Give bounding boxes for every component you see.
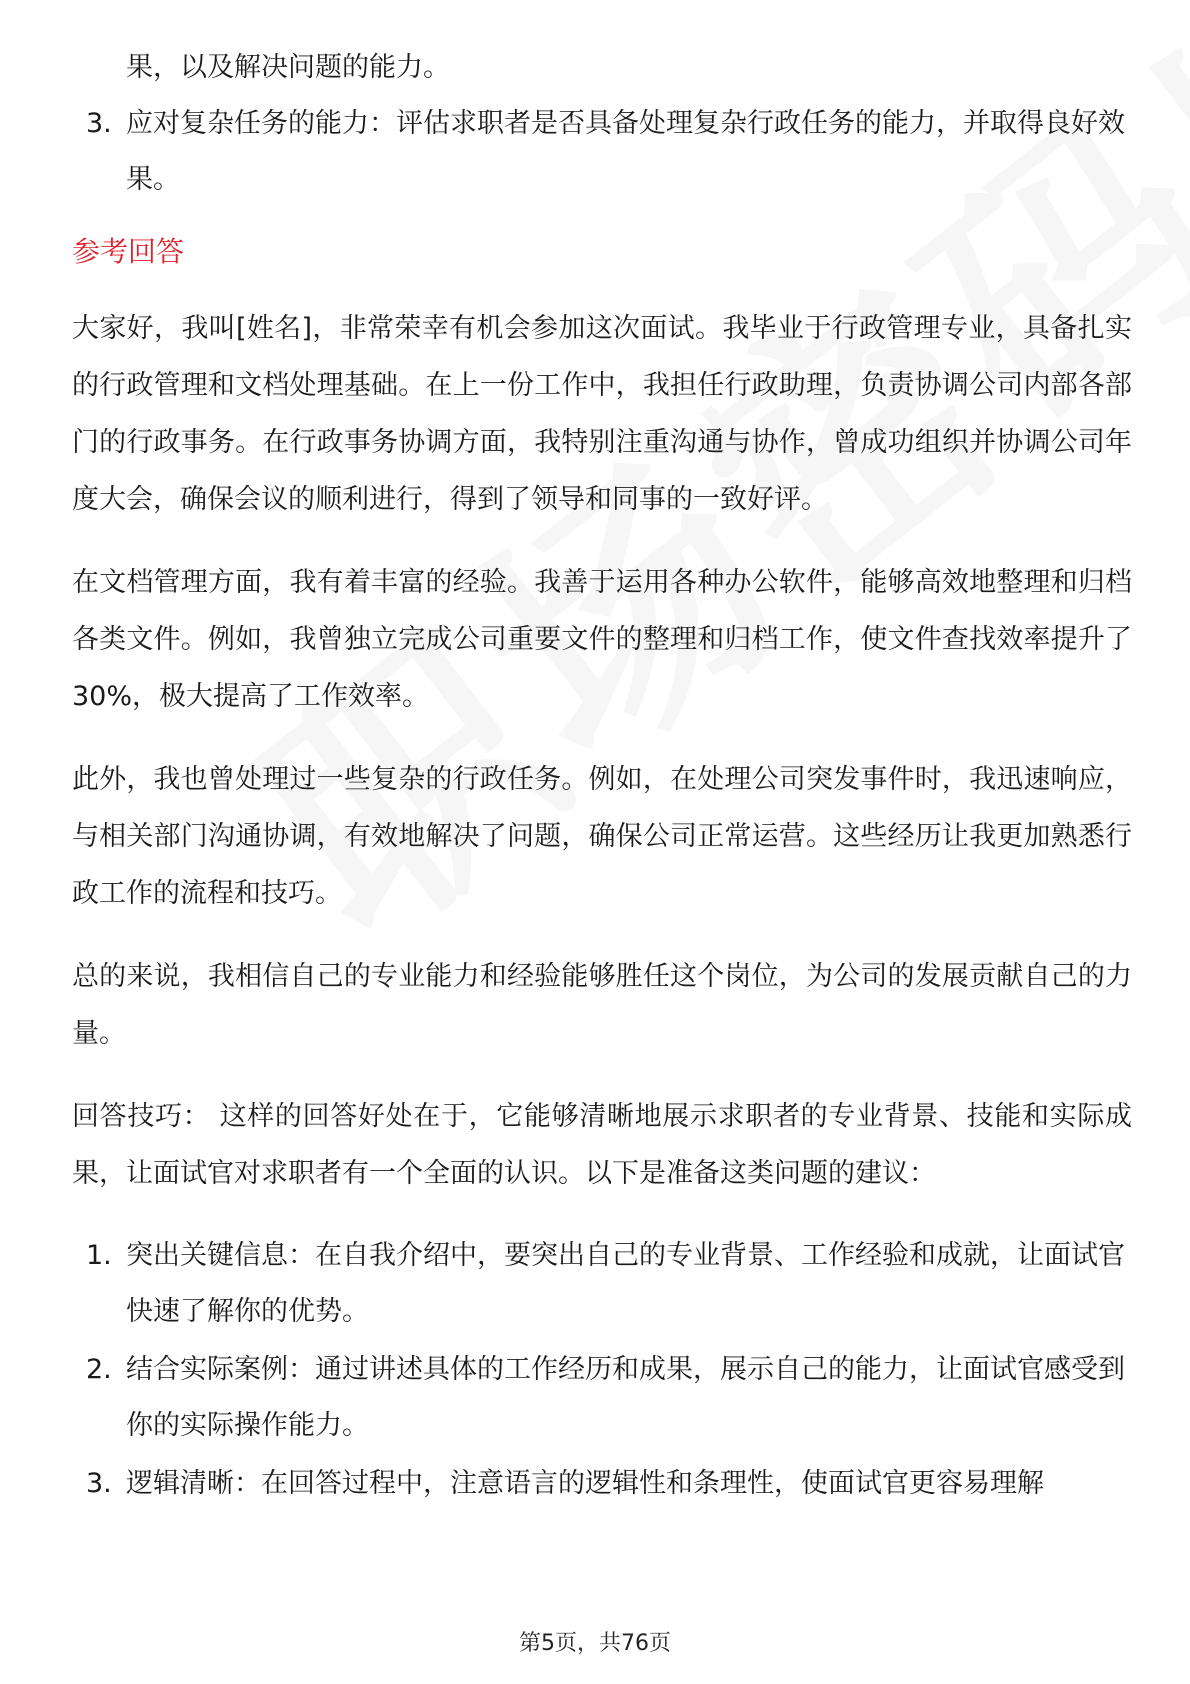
list-text: 逻辑清晰：在回答过程中，注意语言的逻辑性和条理性，使面试官更容易理解 <box>126 1468 1044 1499</box>
list-text: 应对复杂任务的能力：评估求职者是否具备处理复杂行政任务的能力，并取得良好效果。 <box>126 108 1125 195</box>
paragraph: 大家好，我叫[姓名]，非常荣幸有机会参加这次面试。我毕业于行政管理专业，具备扎实的行政管理和文档处理基础。在上一份工作中，我担任行政助理，负责协调公司内部各部门的行政事务。在行政事务协调方面，我特别注重沟通与协作，曾成功组织并协调公司年度大会，确保会议的顺利进行，得到了领导和同事的一致好评。 <box>72 313 1132 515</box>
paragraph: 总的来说，我相信自己的专业能力和经验能够胜任这个岗位，为公司的发展贡献自己的力量。 <box>72 961 1132 1049</box>
list-item <box>72 1228 1132 1340</box>
paragraph: 在文档管理方面，我有着丰富的经验。我善于运用各种办公软件，能够高效地整理和归档各类文件。例如，我曾独立完成公司重要文件的整理和归档工作，使文件查找效率提升了30%，极大提高了工作效率。 <box>72 567 1132 712</box>
list-number: 3. <box>86 108 112 139</box>
list-item <box>72 1342 1132 1454</box>
paragraph: 回答技巧： 这样的回答好处在于，它能够清晰地展示求职者的专业背景、技能和实际成果，让面试官对求职者有一个全面的认识。以下是准备这类问题的建议： <box>72 1101 1132 1189</box>
section-title: 参考回答 <box>72 235 185 268</box>
list-item <box>72 96 1132 208</box>
evaluation-list <box>72 96 1132 208</box>
page-footer: 第5页，共76页 <box>519 1631 671 1656</box>
list-number: 1. <box>86 1240 112 1271</box>
paragraph: 此外，我也曾处理过一些复杂的行政任务。例如，在处理公司突发事件时，我迅速响应，与相关部门沟通协调，有效地解决了问题，确保公司正常运营。这些经历让我更加熟悉行政工作的流程和技巧。 <box>72 764 1132 909</box>
list-text: 突出关键信息：在自我介绍中，要突出自己的专业背景、工作经验和成就，让面试官快速了解你的优势。 <box>126 1240 1125 1327</box>
list-text: 结合实际案例：通过讲述具体的工作经历和成果，展示自己的能力，让面试官感受到你的实际操作能力。 <box>126 1354 1125 1441</box>
list-item <box>72 1456 1132 1512</box>
list-number: 2. <box>86 1354 112 1385</box>
list-item-continuation: 果，以及解决问题的能力。 <box>126 52 450 83</box>
list-number: 3. <box>86 1468 112 1499</box>
tips-list <box>72 1228 1132 1512</box>
document-body <box>72 40 1132 1514</box>
